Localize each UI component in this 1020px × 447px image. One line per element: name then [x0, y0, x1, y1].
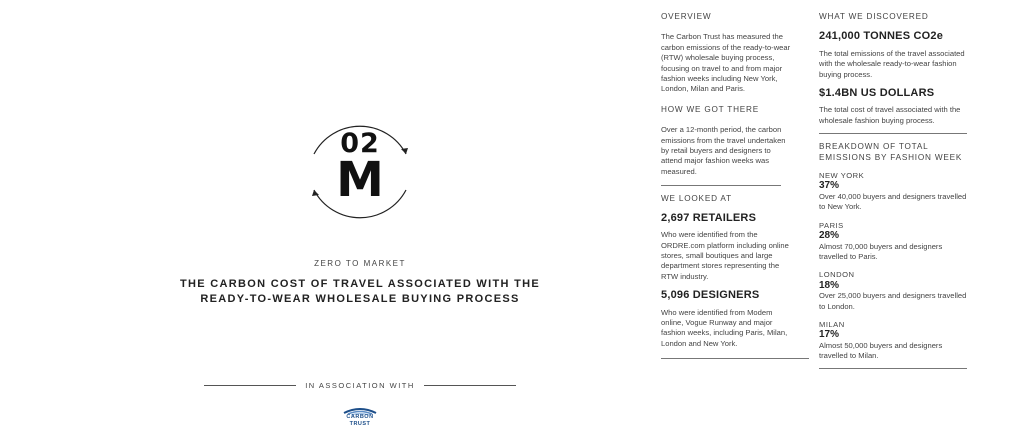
- retailers-figure: 2,697 RETAILERS: [661, 211, 757, 224]
- looked-heading: WE LOOKED AT: [661, 194, 732, 204]
- logo-letter: M: [336, 152, 384, 208]
- logo-number: 02: [340, 128, 380, 159]
- city-text: Almost 70,000 buyers and designers travelled to Paris.: [819, 241, 943, 261]
- dollars-text: The total cost of travel associated with the wholesale fashion buying process.: [819, 105, 961, 125]
- city-name: MILAN: [819, 319, 845, 329]
- city-text: Almost 50,000 buyers and designers travelled to Milan.: [819, 340, 943, 361]
- breakdown-heading: BREAKDOWN OF TOTAL EMISSIONS BY FASHION WEEK: [819, 142, 963, 162]
- city-percent: 18%: [819, 279, 840, 291]
- retailers-text: Who were identified from the ORDRE.com platform including online stores, small boutiques and large department stores representing the RTW industry.: [661, 230, 789, 281]
- city-name: LONDON: [819, 270, 855, 280]
- city-text: Over 40,000 buyers and designers travelled to New York.: [819, 191, 967, 212]
- city-name: NEW YORK: [819, 171, 865, 181]
- dollars-figure: $1.4BN US DOLLARS: [819, 87, 935, 100]
- how-heading: HOW WE GOT THERE: [661, 104, 760, 114]
- tonnes-figure: 241,000 TONNES CO2e: [819, 30, 944, 43]
- report-title-line1: THE CARBON COST OF TRAVEL ASSOCIATED WITH THE: [180, 278, 540, 290]
- designers-figure: 5,096 DESIGNERS: [661, 289, 760, 302]
- city-percent: 37%: [819, 180, 840, 192]
- city-block: [819, 171, 967, 213]
- designers-text: Who were identified from Modem online, Vogue Runway and major fashion weeks, including Paris, Milan, London and New York.: [661, 307, 788, 348]
- overview-text: The Carbon Trust has measured the carbon emissions of the ready-to-wear (RTW) wholesale buying process, focusing on travel to and from major fashion weeks including New York, London, Milan and Paris.: [661, 32, 791, 94]
- city-name: PARIS: [819, 220, 844, 230]
- partner-name-line1: CARBON: [346, 414, 374, 420]
- city-block: [819, 270, 967, 312]
- divider: [819, 368, 967, 369]
- overview-heading: OVERVIEW: [661, 12, 712, 21]
- city-block: [819, 221, 967, 263]
- column-discovered: [819, 12, 967, 369]
- report-title-line2: READY-TO-WEAR WHOLESALE BUYING PROCESS: [200, 293, 520, 305]
- how-text: Over a 12-month period, the carbon emissions from the travel undertaken by retail buyers and designers to attend major fashion weeks was measured.: [661, 125, 786, 176]
- report-title: [150, 277, 570, 307]
- discovered-heading: WHAT WE DISCOVERED: [819, 12, 929, 21]
- city-percent: 28%: [819, 230, 840, 242]
- partner-name: [336, 414, 384, 428]
- city-block: [819, 320, 967, 362]
- divider-left: [204, 385, 296, 386]
- report-subtitle: ZERO TO MARKET: [314, 259, 406, 268]
- column-overview: [661, 12, 791, 359]
- partner-name-line2: TRUST: [349, 421, 371, 427]
- tonnes-text: The total emissions of the travel associated with the wholesale ready-to-wear fashion buying process.: [819, 48, 965, 79]
- divider: [661, 358, 809, 359]
- divider-right: [424, 385, 516, 386]
- association-label: IN ASSOCIATION WITH: [305, 381, 415, 390]
- city-text: Over 25,000 buyers and designers travelled to London.: [819, 291, 967, 311]
- city-percent: 17%: [819, 329, 840, 341]
